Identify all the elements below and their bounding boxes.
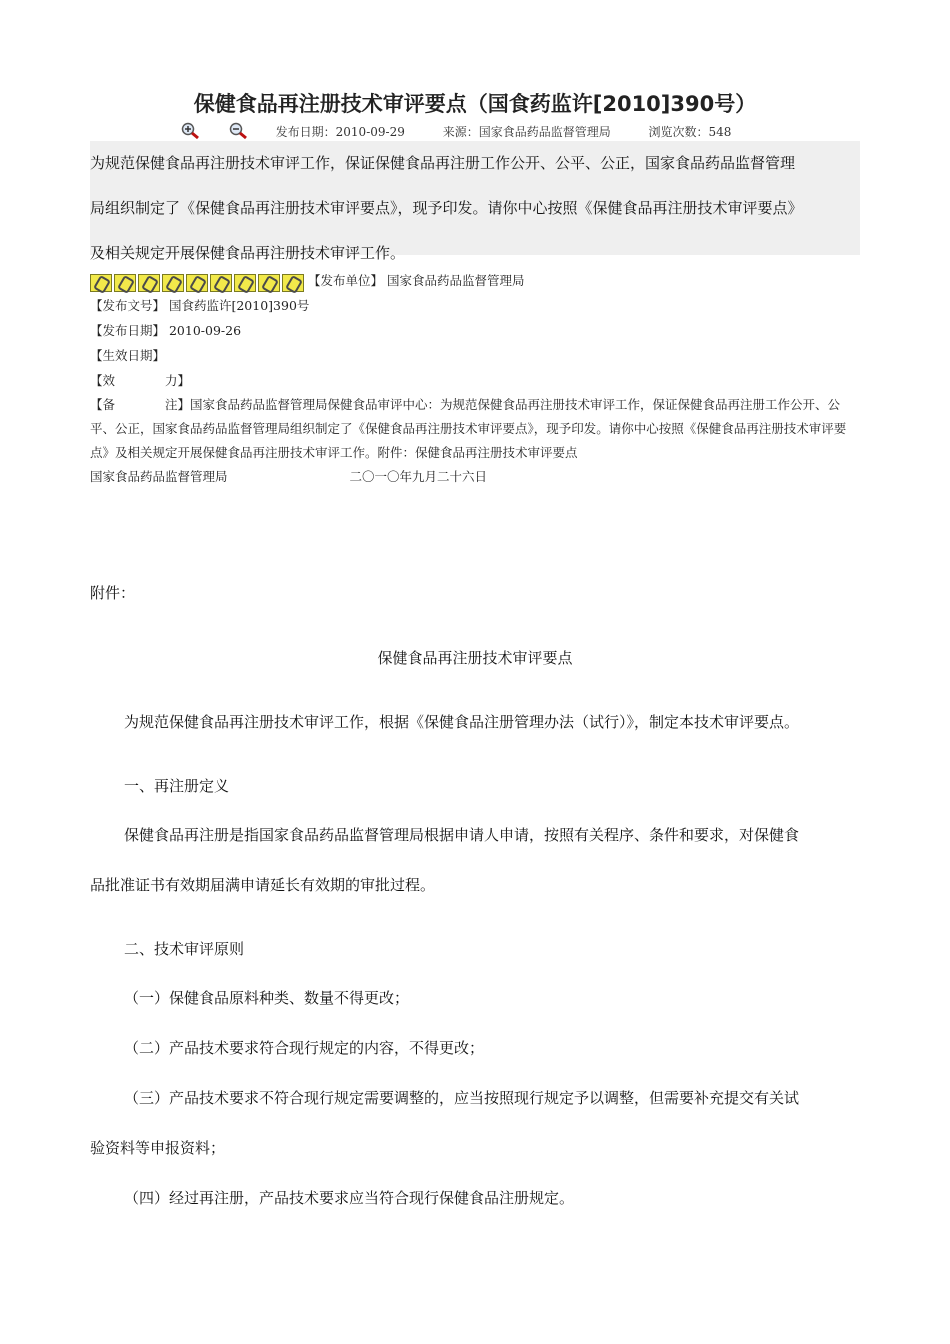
tool-icon[interactable] <box>138 274 160 292</box>
heading-text: 二、技术审评原则 <box>124 940 245 958</box>
tool-icon[interactable] <box>282 274 304 292</box>
list-item: （三）产品技术要求不符合现行规定需要调整的，应当按照现行规定予以调整，但需要补充提交有关试 <box>124 1089 800 1107</box>
tool-icon[interactable] <box>210 274 232 292</box>
field-issuer-row <box>90 268 860 293</box>
signature-line <box>90 465 860 489</box>
tool-icon[interactable] <box>162 274 184 292</box>
list-item: （四）经过再注册，产品技术要求应当符合现行保健食品注册规定。 <box>124 1189 575 1207</box>
sign-date: 二〇一〇年九月二十六日 <box>349 469 488 484</box>
field-date: 【发布日期】 2010-09-26 <box>90 323 242 338</box>
principle-item-3 <box>90 1087 860 1108</box>
section-1-paragraph <box>90 824 860 845</box>
field-validity: 【效 力】 <box>90 373 191 388</box>
list-item: 验资料等申报资料； <box>90 1139 226 1157</box>
field-note: 【备 注】国家食品药品监督管理局保健食品审评中心：为规范保健食品再注册技术审评工作，保证保健食品再注册工作公开、公平、公正，国家食品药品监督管理局组织制定了《保健食品再注册技术审评要点》，现予印发。请你中心按照《保健食品再注册技术审评要点》及相关规定开展保健食品再注册技术审评工作。附件：保健食品再注册技术审评要点 <box>90 397 847 460</box>
zoom-in-icon[interactable] <box>180 122 202 143</box>
tool-icon[interactable] <box>186 274 208 292</box>
field-doc-no: 【发布文号】 国食药监许[2010]390号 <box>90 298 310 313</box>
attachment-title: 保健食品再注册技术审评要点 <box>377 649 573 667</box>
summary-line: 及相关规定开展保健食品再注册技术审评工作。 <box>90 244 406 262</box>
sign-org: 国家食品药品监督管理局 <box>90 469 228 484</box>
paragraph-line: 品批准证书有效期届满申请延长有效期的审批过程。 <box>90 876 436 894</box>
section-heading-2 <box>90 938 860 959</box>
publish-date: 发布日期：2010-09-29 <box>275 125 405 139</box>
toolbar-icons <box>90 269 306 294</box>
paragraph-text: 为规范保健食品再注册技术审评工作，根据《保健食品注册管理办法（试行）》，制定本技术审评要点。 <box>124 713 800 731</box>
field-issuer: 【发布单位】 国家食品药品监督管理局 <box>308 273 525 288</box>
zoom-out-icon[interactable] <box>228 122 250 143</box>
tool-icon[interactable] <box>90 274 112 292</box>
document-fields <box>90 268 860 489</box>
section-heading-1 <box>90 775 860 796</box>
list-item: （一）保健食品原料种类、数量不得更改； <box>124 989 410 1007</box>
meta-line <box>180 122 765 140</box>
summary-line: 为规范保健食品再注册技术审评工作，保证保健食品再注册工作公开、公平、公正，国家食品药品监督管理 <box>90 154 796 172</box>
tool-icon[interactable] <box>234 274 256 292</box>
principle-item-4 <box>90 1187 860 1208</box>
field-effective-date: 【生效日期】 <box>90 348 166 363</box>
intro-paragraph <box>90 711 860 732</box>
list-item: （二）产品技术要求符合现行规定的内容，不得更改； <box>124 1039 485 1057</box>
heading-text: 一、再注册定义 <box>124 777 230 795</box>
view-count: 浏览次数：548 <box>648 125 732 139</box>
tool-icon[interactable] <box>258 274 280 292</box>
summary-box <box>90 141 860 262</box>
principle-item-2 <box>90 1037 860 1058</box>
tool-icon[interactable] <box>114 274 136 292</box>
summary-line: 局组织制定了《保健食品再注册技术审评要点》，现予印发。请你中心按照《保健食品再注册技术审评要点》 <box>90 199 803 217</box>
principle-item-3-cont <box>90 1137 860 1158</box>
paragraph-line: 保健食品再注册是指国家食品药品监督管理局根据申请人申请，按照有关程序、条件和要求，对保健食 <box>124 826 800 844</box>
page-title: 保健食品再注册技术审评要点（国食药监许[2010]390号） <box>193 92 757 116</box>
principle-item-1 <box>90 987 860 1008</box>
attachment-label: 附件： <box>90 584 136 602</box>
source: 来源：国家食品药品监督管理局 <box>442 125 611 139</box>
section-1-paragraph-cont <box>90 874 860 895</box>
